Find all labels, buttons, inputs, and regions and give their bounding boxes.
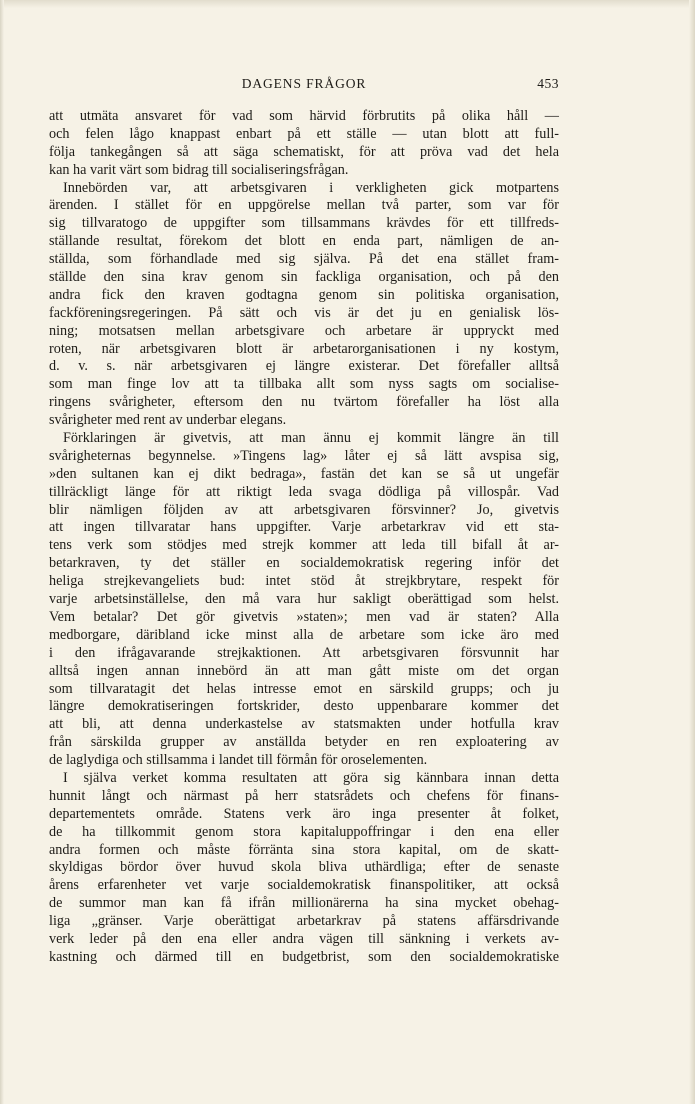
text-line: ställde den sina krav genom sin fackliga organisation, och på den (49, 269, 559, 286)
text-line: tens verk som stödjes med strejk kommer att leda till bifall åt ar- (49, 537, 559, 554)
text-line: att utmäta ansvaret för vad som härvid förbrutits på olika håll — (49, 108, 559, 124)
text-line: som tillvaratagit det helas intresse emot en särskild grupps; och ju (49, 680, 559, 697)
text-line: heliga strejkevangeliets bud: intet stöd åt strejkbrytare, respekt för (49, 573, 559, 590)
text-line: medborgare, däribland icke minst alla de arbetare som icke äro med (49, 626, 559, 643)
running-head: DAGENS FRÅGOR (241, 76, 367, 91)
text-line: som man finge lov att ta tillbaka allt som nyss sagts om socialise- (49, 376, 559, 393)
text-line: tillräckligt länge för att riktigt leda svaga dödliga på villospår. Vad (49, 483, 559, 500)
text-line: departementets område. Statens verk äro inga presenter åt folket, (49, 805, 559, 822)
text-line: svårigheternas begynnelse. »Tingens lag» låter ej så lätt avspisa sig, (49, 447, 559, 464)
text-line: i den ifrågavarande strejkaktionen. Att arbetsgivaren försvunnit har (49, 644, 559, 661)
text-line: ställda, som förhandlade med sig själva. På det ena stället fram- (49, 251, 559, 268)
text-line: årens erfarenheter vet varje socialdemokratisk finanspolitiker, att också (49, 877, 559, 894)
text-line: Vem betalar? Det gör givetvis »staten»; men vad är staten? Alla (49, 608, 559, 625)
scan-edge-right (689, 0, 695, 1104)
text-line: d. v. s. när arbetsgivaren ej längre existerar. Det förefaller alltså (49, 358, 559, 375)
text-line: följa tankegången så att säga schematiskt, för att pröva vad det hela (49, 143, 559, 160)
text-line: skyldigas bördor över huvud skola bliva uthärdliga; efter de senaste (49, 859, 559, 876)
text-line: hunnit långt och närmast på herr statsrådets och chefens för finans- (49, 787, 559, 804)
text-line: andra formen och måste förränta sina stora kapital, om de skatt- (49, 841, 559, 858)
text-line: Förklaringen är givetvis, att man ännu ej kommit längre än till (63, 430, 559, 447)
text-line: alltså ingen annan innebörd än att man gått miste om det organ (49, 662, 559, 679)
text-line: ringens svårigheter, eftersom den nu tvärtom förefaller ha löst alla (49, 394, 559, 411)
text-line: verk leder på den ena eller andra vägen till sänkning i verkets av- (49, 930, 559, 947)
text-line: I själva verket komma resultaten att göra sig kännbara innan detta (63, 769, 559, 786)
text-line: andra fick den kraven godtagna genom sin politiska organisation, (49, 286, 559, 303)
text-line: de summor man kan få ifrån millionärerna ha sina mycket obehag- (49, 895, 559, 912)
scan-edge-top (0, 0, 695, 8)
text-line: liga „gränser. Varje oberättigat arbetarkrav på statens affärsdrivande (49, 913, 559, 930)
text-line: blir nämligen följden av att arbetsgivaren försvinner? Jo, givetvis (49, 501, 559, 518)
text-line: ning; motsatsen mellan arbetsgivare och arbetare är uppryckt med (49, 322, 559, 339)
text-line: Innebörden var, att arbetsgivaren i verkligheten gick motpartens (63, 179, 559, 196)
text-line: kastning och därmed till en budgetbrist, som den socialdemokratiske (49, 948, 559, 965)
text-line: att ingen tillvaratar hans uppgifter. Varje arbetarkrav vid ett sta- (49, 519, 559, 536)
text-line: från särskilda grupper av anställda betyder en ren exploatering av (49, 734, 559, 751)
text-line: att bli, att denna underkastelse av statsmakten under hotfulla krav (49, 716, 559, 733)
page-number: 453 (537, 76, 559, 91)
text-line: de laglydiga och stillsamma i landet till förmån för oroselementen. (49, 752, 428, 769)
text-line: fackföreningsregeringen. På sätt och vis är det ju en genialisk lös- (49, 304, 559, 321)
text-line: svårigheter med rent av underbar elegans. (49, 412, 287, 429)
text-line: kan ha varit värt som bidrag till socialiseringsfrågan. (49, 161, 349, 178)
text-line: längre demokratiseringen fortskrider, desto uppenbarare kommer det (49, 698, 559, 715)
text-line: betarkraven, ty det ställer en socialdemokratisk regering inför det (49, 555, 559, 572)
page-header (49, 76, 559, 96)
text-line: och felen lågo knappast enbart på ett ställe — utan blott att full- (49, 125, 559, 142)
text-line: »den sultanen kan ej dikt bedraga», fastän det kan se så ut ungefär (49, 465, 559, 482)
text-line: varje arbetsinställelse, den må vara hur sakligt oberättigad som helst. (49, 591, 559, 608)
text-line: ärenden. I stället för en uppgörelse mellan två parter, som var för (49, 197, 559, 214)
text-line: sig tillvaratogo de uppgifter som tillsammans krävdes för ett tillfreds- (49, 215, 559, 232)
text-line: de ha tillkommit genom stora kapitaluppoffringar i den ena eller (49, 823, 559, 840)
scan-edge-left (0, 0, 4, 1104)
text-line: roten, när arbetsgivaren blott är arbetarorganisationen i ny kostym, (49, 340, 559, 357)
body-text (49, 108, 559, 967)
text-line: ställande resultat, förekom det blott en enda part, nämligen de an- (49, 233, 559, 250)
